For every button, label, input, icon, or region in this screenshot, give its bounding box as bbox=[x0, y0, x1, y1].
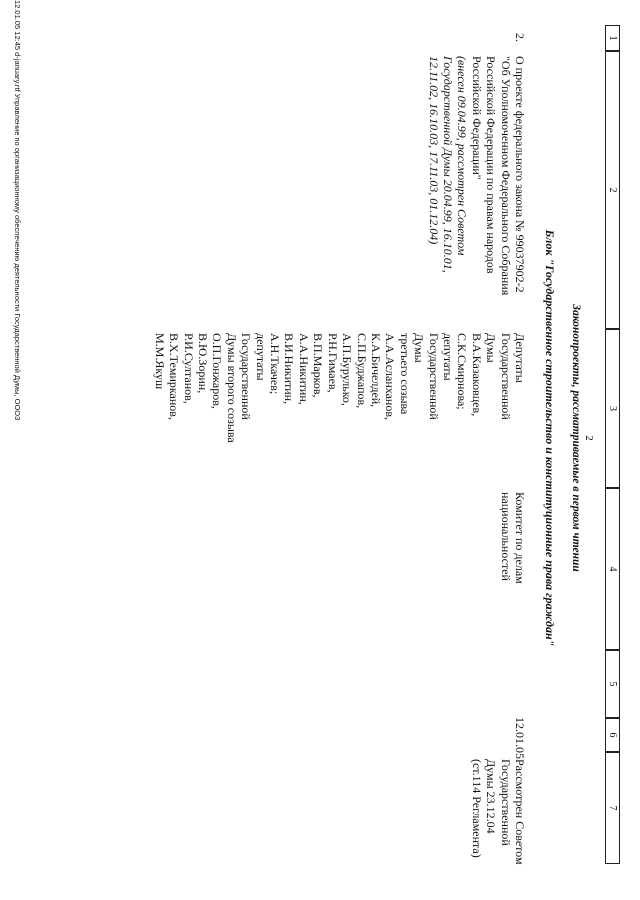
author-line: Р.Н.Гимаев, bbox=[325, 333, 340, 393]
header-col-2: 2 bbox=[605, 51, 620, 329]
bill-history-line: (внесен 09.04.99, рассмотрен Советом bbox=[455, 56, 470, 256]
author-line: М.М.Якуш bbox=[152, 333, 167, 390]
author-line: А.Н.Ткачев; bbox=[268, 333, 283, 395]
bill-history-line: 12.11.02, 16.10.03, 17.11.03, 01.12.04) bbox=[426, 56, 441, 245]
author-line: депутаты bbox=[253, 333, 268, 381]
author-line: В.Ю.Зорин, bbox=[196, 333, 211, 394]
note bbox=[469, 759, 527, 869]
note-line: Думы 23.12.04 bbox=[484, 759, 499, 834]
author-line: Думы bbox=[412, 333, 427, 363]
page-footer: 12.01.05 12:45 d-january.rtf Управление по организационному обеспечению деятельности Государственной Думы, ООО3 bbox=[13, 0, 22, 421]
committee bbox=[498, 492, 527, 647]
author-line: третьего созыва bbox=[397, 333, 412, 415]
note-line: Государственной bbox=[498, 759, 513, 846]
bill-title-line: О проекте федерального закона № 99037902-2 bbox=[513, 56, 527, 293]
author-line: Государственной bbox=[426, 333, 441, 420]
author-line: Р.И.Султанов, bbox=[181, 333, 196, 404]
header-col-4: 4 bbox=[605, 488, 620, 650]
author-line: В.И.Никитин, bbox=[282, 333, 297, 405]
author-line: В.Х.Темирканов, bbox=[167, 333, 182, 420]
header-col-7: 7 bbox=[605, 752, 620, 864]
author-line: А.П.Бурулько, bbox=[340, 333, 355, 406]
author-line: Государственной bbox=[239, 333, 254, 420]
page-number: 2 bbox=[583, 435, 595, 441]
author-line: Государственной bbox=[498, 333, 513, 420]
author-line: К.А.Бичелдей, bbox=[368, 333, 383, 408]
header-col-5: 5 bbox=[605, 650, 620, 718]
header-col-1: 1 bbox=[605, 25, 620, 51]
author-line: депутаты bbox=[440, 333, 455, 381]
row-number: 2. bbox=[513, 33, 527, 42]
author-line: О.П.Гонжаров, bbox=[210, 333, 225, 409]
bill-description bbox=[426, 56, 527, 326]
block-title: Блок "Государственное строительство и конституционные права граждан" bbox=[543, 229, 557, 647]
consideration-date: 12.01.05 bbox=[513, 717, 527, 759]
committee-line: национальностей bbox=[498, 492, 513, 581]
author-line: С.К.Смирнова; bbox=[455, 333, 470, 410]
author-line: Думы второго созыва bbox=[224, 333, 239, 443]
header-col-6: 6 bbox=[605, 718, 620, 752]
header-col-3: 3 bbox=[605, 329, 620, 488]
author-line: В.А.Казаковцев, bbox=[469, 333, 484, 417]
note-line: (ст.114 Регламента) bbox=[469, 759, 484, 858]
bill-history-line: Государственной Думы 20.04.99, 16.10.01, bbox=[440, 56, 455, 273]
author-line: А.А.Асланханов, bbox=[383, 333, 398, 421]
author-line: А.А.Никитин, bbox=[296, 333, 311, 405]
bill-title-line: "Об Уполномоченном Федерального Собрания bbox=[498, 56, 513, 296]
author-line: Депутаты bbox=[513, 333, 527, 383]
bill-title-line: Российской Федерации" bbox=[469, 56, 484, 180]
committee-line: Комитет по делам bbox=[513, 492, 527, 584]
bill-title-line: Российской Федерации по правам народов bbox=[484, 56, 499, 274]
author-line: Думы bbox=[484, 333, 499, 363]
author-line: В.П.Марков, bbox=[311, 333, 326, 398]
section-title: Законопроекты, рассматриваемые в первом чтении bbox=[570, 304, 582, 572]
author-line: С.П.Буджапов, bbox=[354, 333, 369, 409]
authors-list bbox=[152, 333, 527, 485]
note-line: Рассмотрен Советом bbox=[513, 759, 527, 865]
